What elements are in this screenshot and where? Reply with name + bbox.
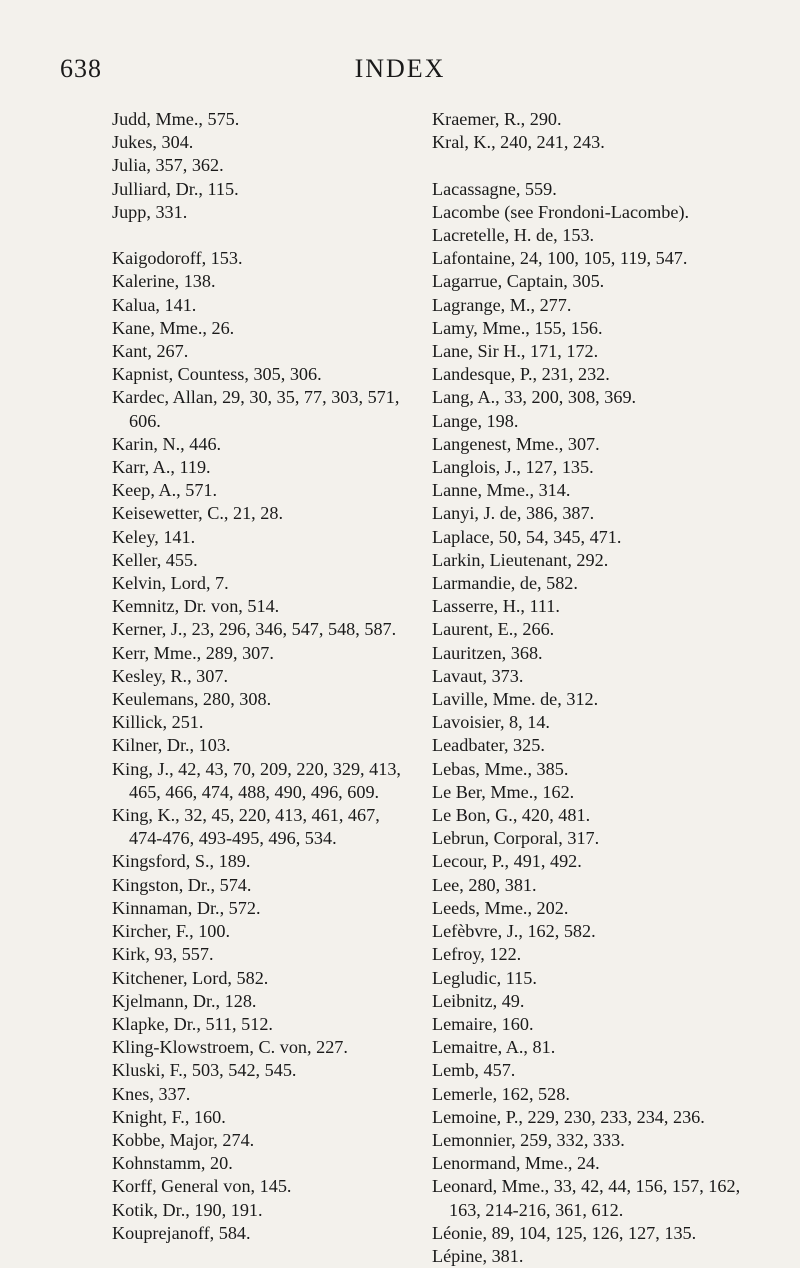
index-entry: Kitchener, Lord, 582. [112, 967, 269, 988]
index-entry: Lacretelle, H. de, 153. [432, 225, 595, 245]
index-entry: Lenormand, Mme., 24. [432, 1153, 600, 1174]
index-entry: Kalerine, 138. [112, 271, 216, 292]
index-entry: Lemoine, P., 229, 230, 233, 234, 236. [432, 1106, 705, 1127]
index-entry: Kluski, F., 503, 542, 545. [112, 1060, 297, 1081]
index-entry: Lecour, P., 491, 492. [432, 851, 582, 872]
index-entry: Lanyi, J. de, 386, 387. [432, 503, 595, 524]
index-entry: Kouprejanoff, 584. [112, 1222, 251, 1243]
index-entry: Laville, Mme. de, 312. [432, 689, 599, 710]
index-entry: Kobbe, Major, 274. [112, 1129, 255, 1150]
index-entry: Keley, 141. [112, 526, 196, 547]
index-entry: Lemaire, 160. [432, 1013, 534, 1034]
index-entry: Lemonnier, 259, 332, 333. [432, 1129, 625, 1150]
index-entry: Laplace, 50, 54, 345, 471. [432, 526, 622, 547]
index-entry: Lefèbvre, J., 162, 582. [432, 921, 596, 942]
index-entry: Larkin, Lieutenant, 292. [432, 549, 609, 570]
index-entry: Klapke, Dr., 511, 512. [112, 1013, 273, 1034]
index-entry: Kral, K., 240, 241, 243. [432, 132, 605, 153]
index-entry: Legludic, 115. [432, 967, 537, 988]
index-entry: Langlois, J., 127, 135. [432, 457, 594, 478]
index-entry: Kapnist, Countess, 305, 306. [112, 364, 322, 385]
index-entry: Kemnitz, Dr. von, 514. [112, 596, 280, 617]
page-number: 638 [60, 54, 102, 83]
index-entry: Kohnstamm, 20. [112, 1153, 233, 1174]
index-entry: Kelvin, Lord, 7. [112, 573, 229, 594]
index-entry: Kjelmann, Dr., 128. [112, 990, 257, 1011]
index-entry: Leibnitz, 49. [432, 990, 525, 1011]
index-entry: Kardec, Allan, 29, 30, 35, 77, 303, 571, 606. [112, 387, 400, 431]
index-entry: Keisewetter, C., 21, 28. [112, 503, 284, 524]
index-entry: Kaigodoroff, 153. [112, 248, 243, 269]
index-entry: Lanne, Mme., 314. [432, 480, 571, 501]
index-entry: Lasserre, H., 111. [432, 596, 560, 617]
index-entry: Lagrange, M., 277. [432, 294, 572, 315]
index-entry: Lemb, 457. [432, 1060, 516, 1081]
index-entry: Kinnaman, Dr., 572. [112, 897, 261, 918]
index-entry: Lemaitre, A., 81. [432, 1037, 556, 1058]
index-entry: Keulemans, 280, 308. [112, 689, 272, 710]
index-entry: Lange, 198. [432, 410, 519, 431]
index-entry: Kirk, 93, 557. [112, 944, 214, 965]
index-entry: Karr, A., 119. [112, 457, 211, 478]
index-entry: Knight, F., 160. [112, 1106, 226, 1127]
index-entry: Lefroy, 122. [432, 944, 522, 965]
index-entry: Lavaut, 373. [432, 665, 524, 686]
index-entry: Jupp, 331. [112, 201, 188, 222]
index-entry: Judd, Mme., 575. [112, 109, 240, 129]
index-entry: Lane, Sir H., 171, 172. [432, 341, 599, 362]
index-entry: Leeds, Mme., 202. [432, 897, 569, 918]
index-entry: Kesley, R., 307. [112, 665, 229, 686]
index-entry: Larmandie, de, 582. [432, 573, 578, 594]
index-entry: Lafontaine, 24, 100, 105, 119, 547. [432, 248, 688, 269]
index-entry: Keller, 455. [112, 549, 198, 570]
index-entry: Leadbater, 325. [432, 735, 545, 756]
index-entry: Kant, 267. [112, 341, 189, 362]
index-entry: Lee, 280, 381. [432, 874, 537, 895]
index-entry: Lamy, Mme., 155, 156. [432, 317, 603, 338]
index-entry: Lagarrue, Captain, 305. [432, 271, 605, 292]
index-entry: Lacassagne, 559. [432, 178, 557, 199]
index-entry: Langenest, Mme., 307. [432, 433, 600, 454]
index-entry: Jukes, 304. [112, 132, 194, 153]
index-column-right [432, 108, 762, 1268]
page-header [60, 54, 740, 94]
index-entry: Julliard, Dr., 115. [112, 178, 239, 199]
index-entry: Lang, A., 33, 200, 308, 369. [432, 387, 637, 408]
index-entry: Kane, Mme., 26. [112, 317, 235, 338]
index-column-left [112, 108, 402, 1245]
index-entry: Kling-Klowstroem, C. von, 227. [112, 1037, 348, 1058]
index-entry: Kraemer, R., 290. [432, 109, 562, 129]
index-entry: Karin, N., 446. [112, 433, 222, 454]
index-entry: Knes, 337. [112, 1083, 191, 1104]
index-entry: Laurent, E., 266. [432, 619, 555, 640]
index-entry: Lauritzen, 368. [432, 642, 543, 663]
index-entry: Lebas, Mme., 385. [432, 758, 569, 779]
index-entry: Kotik, Dr., 190, 191. [112, 1199, 263, 1220]
index-entry: Korff, General von, 145. [112, 1176, 292, 1197]
index-entry: Lépine, 381. [432, 1245, 524, 1266]
index-entry: Lebrun, Corporal, 317. [432, 828, 600, 849]
index-entry: Kerr, Mme., 289, 307. [112, 642, 274, 663]
index-entry: Kingston, Dr., 574. [112, 874, 252, 895]
index-entry: Kerner, J., 23, 296, 346, 547, 548, 587. [112, 619, 397, 640]
index-entry: Lacombe (see Frondoni-Lacombe). [432, 201, 690, 222]
index-entry: Léonie, 89, 104, 125, 126, 127, 135. [432, 1222, 697, 1243]
page-title: INDEX [354, 54, 446, 83]
index-entry: King, J., 42, 43, 70, 209, 220, 329, 413, 465, 466, 474, 488, 490, 496, 609. [112, 758, 401, 802]
index-entry: Julia, 357, 362. [112, 155, 224, 176]
index-entry: Le Bon, G., 420, 481. [432, 805, 591, 826]
index-entry: Keep, A., 571. [112, 480, 218, 501]
index-entry: Kilner, Dr., 103. [112, 735, 231, 756]
index-entry: Kircher, F., 100. [112, 921, 231, 942]
index-entry: Le Ber, Mme., 162. [432, 781, 575, 802]
index-entry: King, K., 32, 45, 220, 413, 461, 467, 474-476, 493-495, 496, 534. [112, 805, 380, 849]
index-entry: Lemerle, 162, 528. [432, 1083, 570, 1104]
index-entry: Lavoisier, 8, 14. [432, 712, 550, 733]
index-entry: Kingsford, S., 189. [112, 851, 251, 872]
index-entry: Leonard, Mme., 33, 42, 44, 156, 157, 162, 163, 214-216, 361, 612. [432, 1176, 741, 1220]
index-entry: Killick, 251. [112, 712, 204, 733]
index-entry: Kalua, 141. [112, 294, 197, 315]
index-entry: Landesque, P., 231, 232. [432, 364, 610, 385]
